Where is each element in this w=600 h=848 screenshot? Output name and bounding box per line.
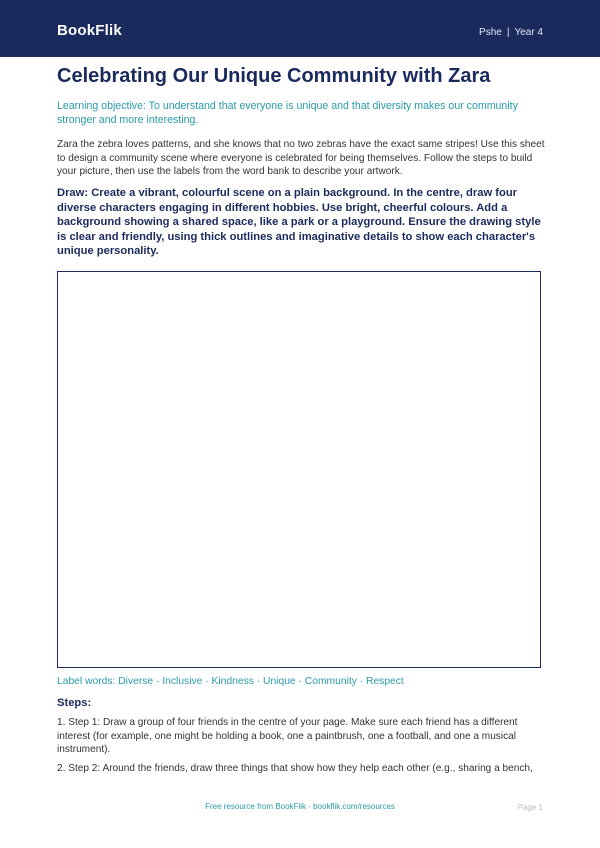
page-number: Page 1	[517, 803, 543, 812]
header-bar	[0, 0, 600, 57]
meta-separator: |	[506, 27, 510, 38]
subject-label: Pshe	[479, 27, 502, 38]
label-word-bank: Label words: Diverse · Inclusive · Kindness · Unique · Community · Respect	[57, 676, 404, 687]
draw-instruction: Draw: Create a vibrant, colourful scene on a plain background. In the centre, draw four diverse characters engaging in different hobbies. Use bright, cheerful colours. Add a background showing a shared space, like a park or a playground. Ensure the drawing style is clear and friendly, using thick outlines and imaginative details to show each character's unique personality.	[57, 187, 541, 258]
step-item: 2. Step 2: Around the friends, draw three things that show how they help each other (e.g., sharing a bench,	[57, 763, 533, 774]
learning-objective: Learning objective: To understand that everyone is unique and that diversity makes our community stronger and more interesting.	[57, 100, 518, 126]
footer-credit[interactable]: Free resource from BookFlik · bookflik.com/resources	[205, 802, 395, 811]
brand-logo[interactable]: BookFlik	[57, 22, 122, 39]
steps-heading: Steps:	[57, 697, 92, 709]
year-label: Year 4	[514, 27, 543, 38]
page-title: Celebrating Our Unique Community with Zara	[57, 65, 491, 87]
header-meta	[479, 27, 543, 38]
drawing-area[interactable]	[57, 271, 541, 668]
step-item: 1. Step 1: Draw a group of four friends in the centre of your page. Make sure each friend has a different interest (for example, one might be holding a book, one a paintbrush, one a football, and one a musical instrument).	[57, 717, 518, 755]
intro-paragraph: Zara the zebra loves patterns, and she knows that no two zebras have the exact same stripes! Use this sheet to design a community scene where everyone is celebrated for being themselves. Follow the steps to build your picture, then use the labels from the word bank to describe your artwork.	[57, 139, 545, 177]
